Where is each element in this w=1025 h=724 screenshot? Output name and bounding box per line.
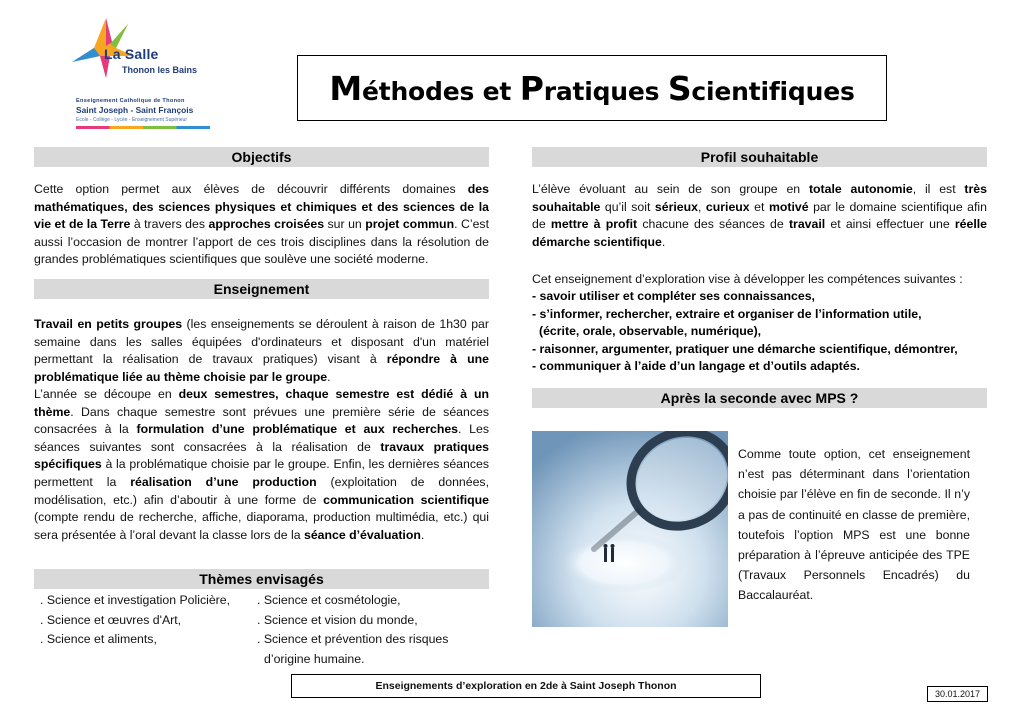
logo-city: Thonon les Bains bbox=[122, 65, 198, 75]
logo-name: La Salle bbox=[104, 46, 159, 62]
list-item: - raisonner, argumenter, pratiquer une démarche scientifique, démontrer, bbox=[532, 341, 958, 356]
enseignement-text-2: L’année se découpe en deux semestres, chaque semestre est dédié à un thème. Dans chaque semestre sont prévues une première série de séances consacrées à la formulation d’une problématique et aux recherches. Les séances suivantes sont consacrées à la réalisation de travaux pratiques spécifiques à la problématique choisie par le groupe. Enfin, les dernières séances permettent la réalisation d’une production (exploitation de données, modélisation, etc.) afin d’aboutir à une forme de communication scientifique (compte rendu de recherche, affiche, diaporama, production multimédia, etc.) qui sera présentée à l’oral devant la classe lors de la séance d’évaluation. bbox=[34, 387, 489, 542]
list-item: (écrite, orale, observable, numérique), bbox=[539, 324, 762, 339]
list-item: . Science et œuvres d'Art, bbox=[40, 612, 182, 627]
section-enseignement-heading: Enseignement bbox=[34, 279, 489, 299]
themes-right-list bbox=[257, 591, 448, 669]
skills-intro: Cet enseignement d’exploration vise à développer les compétences suivantes : bbox=[532, 272, 963, 286]
magnifying-glass-photo bbox=[532, 431, 728, 627]
list-item: - communiquer à l’aide d’un langage et d’outils adaptés. bbox=[532, 359, 860, 374]
skills-list bbox=[532, 271, 987, 375]
page-title-box bbox=[297, 55, 887, 121]
list-item: - s’informer, rechercher, extraire et organiser de l’information utile, bbox=[532, 306, 922, 321]
logo-color-bar bbox=[76, 126, 210, 129]
apres-text: Comme toute option, cet enseignement n’est pas déterminant dans l’orientation choisie par l’élève en fin de seconde. Il n’y a pas de continuité en classe de première, toutefois l’option MPS est une bonne préparation à l’épreuve anticipée des TPE (Travaux Personnels Encadrés) du Baccalauréat. bbox=[738, 447, 970, 603]
section-objectifs-heading: Objectifs bbox=[34, 147, 489, 167]
enseignement-text-1: Travail en petits groupes (les enseignements se déroulent à raison de 1h30 par semaine dans les salles équipées d'ordinateurs et disposant d'un matériel permettant la réalisation de travaux pratiques) visant à répondre à une problématique liée au thème choisie par le groupe. bbox=[34, 317, 489, 384]
page-title: Méthodes et Pratiques Scientifiques bbox=[329, 68, 855, 108]
logo-line-3: Ecole - Collège - Lycée - Enseignement Supérieur bbox=[76, 117, 187, 123]
section-apres-heading: Après la seconde avec MPS ? bbox=[532, 388, 987, 408]
list-item: . Science et investigation Policière, bbox=[40, 593, 231, 607]
profil-text: L’élève évoluant au sein de son groupe en totale autonomie, il est très souhaitable qu’il soit sérieux, curieux et motivé par le domaine scientifique afin de mettre à profit chacune des séances de travail et ainsi effectuer une réelle démarche scientifique. bbox=[532, 182, 987, 249]
themes-left-list bbox=[40, 591, 230, 650]
logo-line-2: Saint Joseph - Saint François bbox=[76, 105, 194, 115]
section-profil-heading: Profil souhaitable bbox=[532, 147, 987, 167]
list-item: . Science et cosmétologie, bbox=[257, 593, 401, 607]
objectifs-text: Cette option permet aux élèves de découvrir différents domaines des mathématiques, des sciences physiques et chimiques et des sciences de la vie et de la Terre à travers des approches croisées sur un projet commun. C’est aussi l’occasion de montrer l’apport de ces trois disciplines dans la résolution de grandes problématiques scientifiques que soulève une société moderne. bbox=[34, 182, 489, 267]
section-themes-heading: Thèmes envisagés bbox=[34, 569, 489, 589]
list-item: . Science et aliments, bbox=[40, 632, 157, 646]
date-badge: 30.01.2017 bbox=[927, 686, 988, 702]
list-item: d’origine humaine. bbox=[264, 651, 365, 666]
list-item: . Science et vision du monde, bbox=[257, 612, 418, 627]
logo-line-1: Enseignement Catholique de Thonon bbox=[76, 98, 185, 104]
list-item: - savoir utiliser et compléter ses connaissances, bbox=[532, 289, 815, 304]
list-item: . Science et prévention des risques bbox=[257, 632, 449, 646]
footer-banner: Enseignements d’exploration en 2de à Saint Joseph Thonon bbox=[291, 674, 761, 698]
school-logo bbox=[66, 16, 226, 134]
